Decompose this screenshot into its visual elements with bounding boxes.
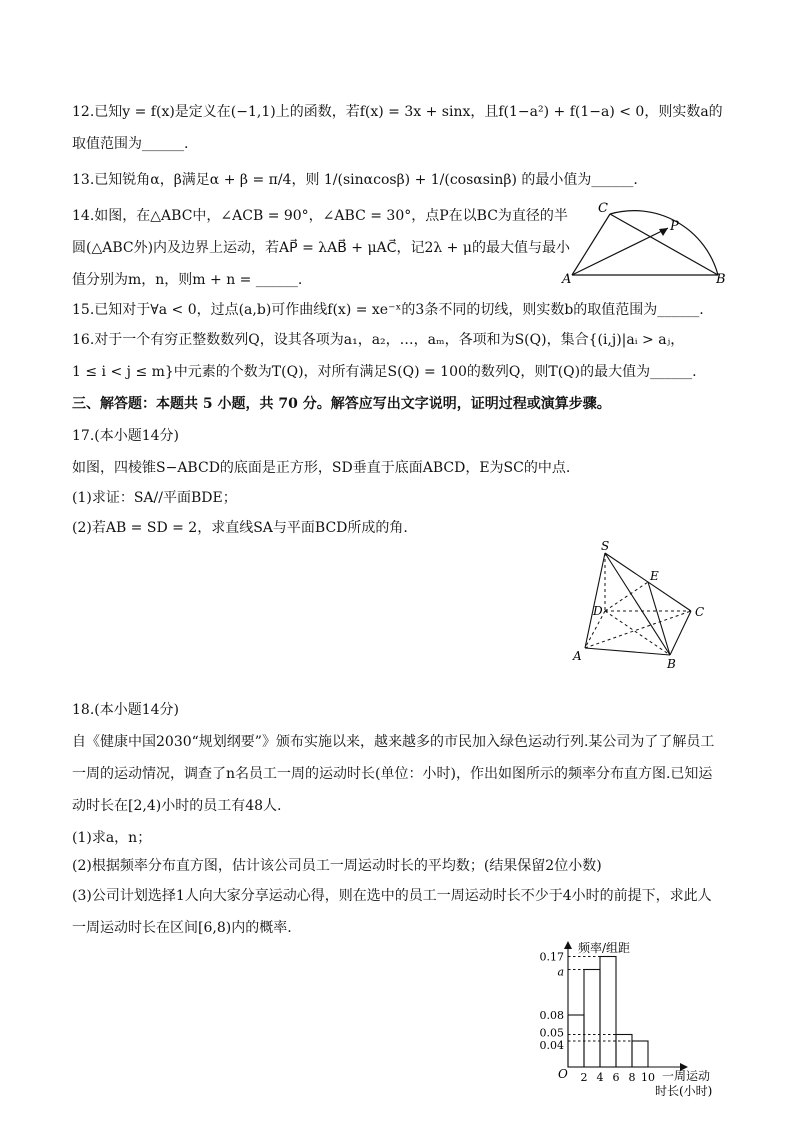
histogram-y-tick-label: 0.17 <box>539 950 564 964</box>
q18-header: 18.(本小题14分) <box>72 702 180 718</box>
frequency-histogram <box>520 935 735 1100</box>
q15-line1: 15.已知对于∀a < 0，过点(a,b)可作曲线f(x) = xe⁻ˣ的3条不同的切线，则实数b的取值范围为______. <box>72 302 704 318</box>
q18-line2: 一周的运动情况，调查了n名员工一周的运动时长(单位：小时)，作出如图所示的频率分布直方图.已知运 <box>72 766 713 782</box>
histogram-x-tick-label: 4 <box>596 1071 604 1084</box>
q13-line1: 13.已知锐角α，β满足α + β = π/4，则 1/(sinαcosβ) + 1/(cosαsinβ) 的最小值为______. <box>72 172 638 188</box>
q12-line1: 12.已知y = f(x)是定义在(−1,1)上的函数，若f(x) = 3x + sinx，且f(1−a²) + f(1−a) < 0，则实数a的 <box>72 104 723 120</box>
q18-line1: 自《健康中国2030“规划纲要”》颁布实施以来，越来越多的市民加入绿色运动行列.某公司为了了解员工 <box>72 734 715 750</box>
histogram-y-tick-label: 0.08 <box>539 1009 564 1022</box>
q18-part3-line2: 一周运动时长在区间[6,8)内的概率. <box>72 920 292 936</box>
q18-part1: (1)求a，n； <box>72 830 152 846</box>
q17-label-a: A <box>573 649 582 663</box>
histogram-y-tick-label: a <box>557 965 564 979</box>
histogram-x-tick-label: 10 <box>641 1071 655 1084</box>
q12-line2: 取值范围为______. <box>72 136 189 152</box>
histogram-bar <box>584 970 600 1068</box>
q17-line1: 如图，四棱锥S−ABCD的底面是正方形，SD垂直于底面ABCD，E为SC的中点. <box>72 460 571 476</box>
q14-label-c: C <box>598 201 608 216</box>
q18-part2: (2)根据频率分布直方图，估计该公司员工一周运动时长的平均数；(结果保留2位小数) <box>72 858 602 874</box>
q14-line2: 圆(△ABC外)内及边界上运动，若AP⃗ = λAB⃗ + μAC⃗，记2λ + μ的最大值与最小 <box>72 240 570 256</box>
q17-label-d: D <box>593 604 603 618</box>
q14-line3: 值分别为m，n，则m + n = ______. <box>72 272 303 288</box>
q17-part1: (1)求证：SA//平面BDE； <box>72 490 237 506</box>
histogram-x-axis-label-line1: 一周运动 <box>662 1069 711 1083</box>
histogram-origin-label: O <box>558 1067 568 1081</box>
q17-part2: (2)若AB = SD = 2，求直线SA与平面BCD所成的角. <box>72 520 408 536</box>
histogram-bar <box>600 957 616 1068</box>
q17-label-c: C <box>695 605 705 619</box>
q14-label-b: B <box>716 272 726 287</box>
histogram-y-tick-label: 0.05 <box>539 1026 564 1040</box>
q17-label-s: S <box>601 539 610 553</box>
q14-semicircle-figure <box>560 190 740 290</box>
histogram-bar <box>616 1035 632 1068</box>
histogram-bar <box>632 1041 648 1067</box>
q16-line2: 1 ≤ i < j ≤ m}中元素的个数为T(Q)，对所有满足S(Q) = 100的数列Q，则T(Q)的最大值为______. <box>72 364 697 380</box>
histogram-x-tick-label: 6 <box>612 1071 620 1084</box>
histogram-y-tick-label: 0.04 <box>539 1039 564 1052</box>
q17-header: 17.(本小题14分) <box>72 428 180 444</box>
histogram-x-axis-label-line2: 时长(小时) <box>655 1084 713 1098</box>
section-3-heading: 三、解答题：本题共 5 小题，共 70 分。解答应写出文字说明，证明过程或演算步骤。 <box>72 396 611 412</box>
q14-line1: 14.如图，在△ABC中，∠ACB = 90°，∠ABC = 30°，点P在以BC为直径的半 <box>72 208 568 224</box>
q17-pyramid-figure <box>565 538 715 670</box>
histogram-y-axis-arrow <box>564 941 572 949</box>
q16-line1: 16.对于一个有穷正整数数列Q，设其各项为a₁，a₂，…，aₘ，各项和为S(Q)，集合{(i,j)|aᵢ > aⱼ， <box>72 332 685 348</box>
q18-line3: 动时长在[2,4)小时的员工有48人. <box>72 798 282 814</box>
q14-label-a: A <box>562 272 572 287</box>
histogram-y-axis-label: 频率/组距 <box>578 941 631 955</box>
histogram-x-tick-label: 2 <box>580 1071 588 1084</box>
q17-label-b: B <box>667 657 676 670</box>
histogram-x-tick-label: 8 <box>628 1071 636 1084</box>
q14-label-p: P <box>670 219 679 234</box>
q18-part3-line1: (3)公司计划选择1人向大家分享运动心得，则在选中的员工一周运动时长不少于4小时的前提下，求此人 <box>72 888 712 904</box>
q17-label-e: E <box>650 569 659 583</box>
